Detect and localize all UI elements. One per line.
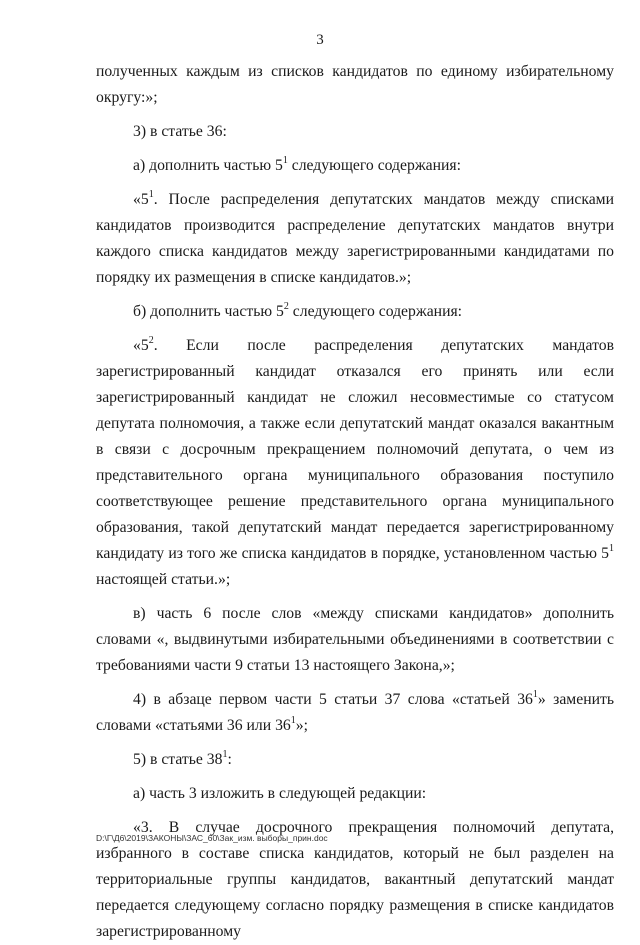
paragraph-2 [96, 119, 614, 145]
text-run: следующего содержания: [288, 303, 463, 320]
superscript: 1 [609, 542, 614, 554]
paragraph-5 [96, 299, 614, 325]
superscript: 2 [283, 300, 289, 312]
paragraph-3 [96, 153, 614, 179]
superscript: 1 [290, 714, 296, 726]
text-run: «3. В случае досрочного прекращения полномочий депутата, избранного в составе списка кандидатов, который не был разделен на территориальные группы кандидатов, вакантный депутатский мандат передается следующему согласно порядку размещения в списке кандидатов зарегистрированному [96, 819, 614, 940]
document-body [96, 59, 614, 945]
superscript: 1 [222, 748, 228, 760]
text-run: в) часть 6 после слов «между списками кандидатов» дополнить словами «, выдвинутыми избирательными объединениями в соответствии с требованиями части 9 статьи 13 настоящего Закона,»; [96, 605, 614, 674]
text-run: б) дополнить частью 5 [133, 303, 284, 320]
paragraph-7 [96, 601, 614, 679]
paragraph-9 [96, 747, 614, 773]
paragraph-6 [96, 333, 614, 593]
text-run: а) дополнить частью 5 [133, 157, 283, 174]
superscript: 1 [148, 188, 154, 200]
superscript: 1 [282, 154, 288, 166]
text-run: 3) в статье 36: [133, 123, 227, 140]
text-run: » заменить словами «статьями 36 или 36 [96, 691, 614, 734]
paragraph-1 [96, 59, 614, 111]
page-number: 3 [316, 32, 324, 48]
text-run: 4) в абзаце первом части 5 статьи 37 слова «статьей 36 [133, 691, 533, 708]
paragraph-10 [96, 781, 614, 807]
superscript: 1 [532, 688, 538, 700]
superscript: 2 [148, 334, 154, 346]
text-run: следующего содержания: [287, 157, 462, 174]
paragraph-4 [96, 187, 614, 291]
paragraph-8 [96, 687, 614, 739]
text-run: . После распределения депутатских мандатов между списками кандидатов производится распределение депутатских мандатов внутри каждого списка кандидатов между зарегистрированными кандидатами по порядку их размещения в списке кандидатов.»; [96, 191, 614, 286]
text-run: »; [295, 717, 308, 734]
text-run: полученных каждым из списков кандидатов по единому избирательному округу:»; [96, 63, 614, 106]
text-run: настоящей статьи.»; [96, 571, 231, 588]
file-path-footer: D:\Г\Д6\2019\ЗАКОНЫ\ЗАС_60\Зак_изм. выборы_прин.doc [96, 833, 328, 843]
text-run: : [227, 751, 232, 768]
text-run: а) часть 3 изложить в следующей редакции: [133, 785, 427, 802]
text-run: «5 [133, 191, 149, 208]
text-run: 5) в статье 38 [133, 751, 223, 768]
text-run: . Если после распределения депутатских мандатов зарегистрированный кандидат отказался его принять или если зарегистрированный кандидат не сложил несовместимые со статусом депутата полномочия, а также если депутатский мандат оказался вакантным в связи с досрочным прекращением полномочий депутата, о чем из представительного органа муниципального образования поступило соответствующее решение представительного органа муниципального образования, такой депутатский мандат передается зарегистрированному кандидату из того же списка кандидатов в порядке, установленном частью 5 [96, 337, 614, 562]
text-run: «5 [133, 337, 149, 354]
